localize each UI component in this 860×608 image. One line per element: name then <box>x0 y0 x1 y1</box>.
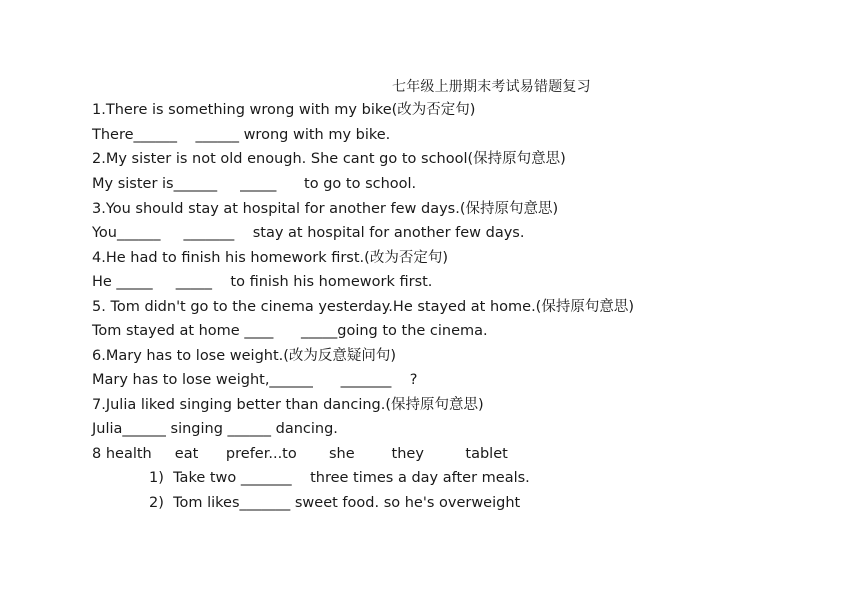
answer-line-3: You______ _______ stay at hospital for another few days. <box>92 225 525 241</box>
answer-line-6: Mary has to lose weight,______ _______ ? <box>92 372 418 388</box>
question-6: 6.Mary has to lose weight.(改为反意疑问句) <box>92 348 397 364</box>
sub-item-1: 1) Take two _______ three times a day after meals. <box>149 470 530 486</box>
sub-item-2: 2) Tom likes_______ sweet food. so he's overweight <box>149 495 521 511</box>
document-title: 七年级上册期末考试易错题复习 <box>392 79 591 95</box>
answer-line-1: There______ ______ wrong with my bike. <box>92 127 391 143</box>
question-3: 3.You should stay at hospital for another few days.(保持原句意思) <box>92 201 559 217</box>
answer-line-7: Julia______ singing ______ dancing. <box>92 421 338 437</box>
question-5: 5. Tom didn't go to the cinema yesterday.He stayed at home.(保持原句意思) <box>92 299 635 315</box>
question-7: 7.Julia liked singing better than dancing.(保持原句意思) <box>92 397 484 413</box>
question-8-word-bank: 8 health eat prefer...to she they tablet <box>92 446 508 462</box>
question-2: 2.My sister is not old enough. She cant go to school(保持原句意思) <box>92 151 566 167</box>
question-4: 4.He had to finish his homework first.(改为否定句) <box>92 250 448 266</box>
answer-line-2: My sister is______ _____ to go to school. <box>92 176 417 192</box>
question-1: 1.There is something wrong with my bike(改为否定句) <box>92 102 476 118</box>
answer-line-5: Tom stayed at home ____ _____going to the cinema. <box>92 323 488 339</box>
answer-line-4: He _____ _____ to finish his homework first. <box>92 274 433 290</box>
